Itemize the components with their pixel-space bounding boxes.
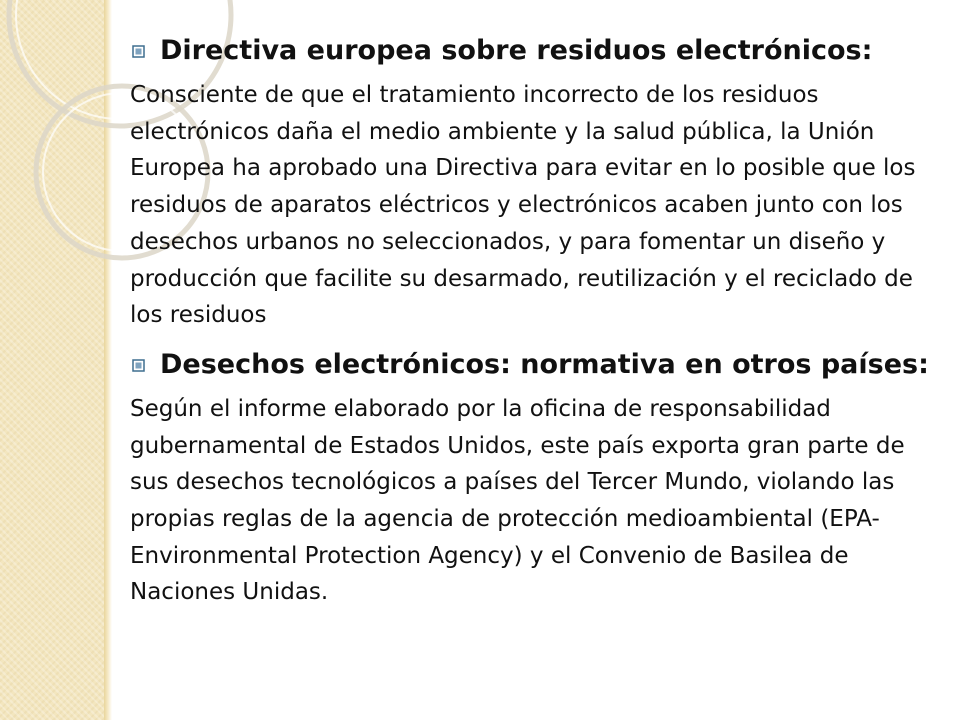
slide-content xyxy=(130,32,930,623)
section-heading-otros-paises xyxy=(130,346,930,383)
heading-text: Desechos electrónicos: normativa en otros países: xyxy=(160,348,929,380)
body-paragraph-directiva: Consciente de que el tratamiento incorrecto de los residuos electrónicos daña el medio ambiente y la salud pública, la Unión Europea ha aprobado una Directiva para evitar en lo posible que los residuos de aparatos eléctricos y electrónicos acaben junto con los desechos urbanos no seleccionados, y para fomentar un diseño y producción que facilite su desarmado, reutilización y el reciclado de los residuos xyxy=(130,82,916,329)
heading-text: Directiva europea sobre residuos electrónicos: xyxy=(160,35,873,66)
hollow-square-bullet-icon xyxy=(132,359,145,372)
section-heading-directiva xyxy=(130,32,930,69)
body-paragraph-otros-paises: Según el informe elaborado por la oficina de responsabilidad gubernamental de Estados Unidos, este país exporta gran parte de sus desechos tecnológicos a países del Tercer Mundo, violando las propias reglas de la agencia de protección medioambiental (EPA- Environmental Protection Agency) y el Convenio de Basilea de Naciones Unidas. xyxy=(130,395,905,606)
hollow-square-bullet-icon xyxy=(132,45,145,58)
